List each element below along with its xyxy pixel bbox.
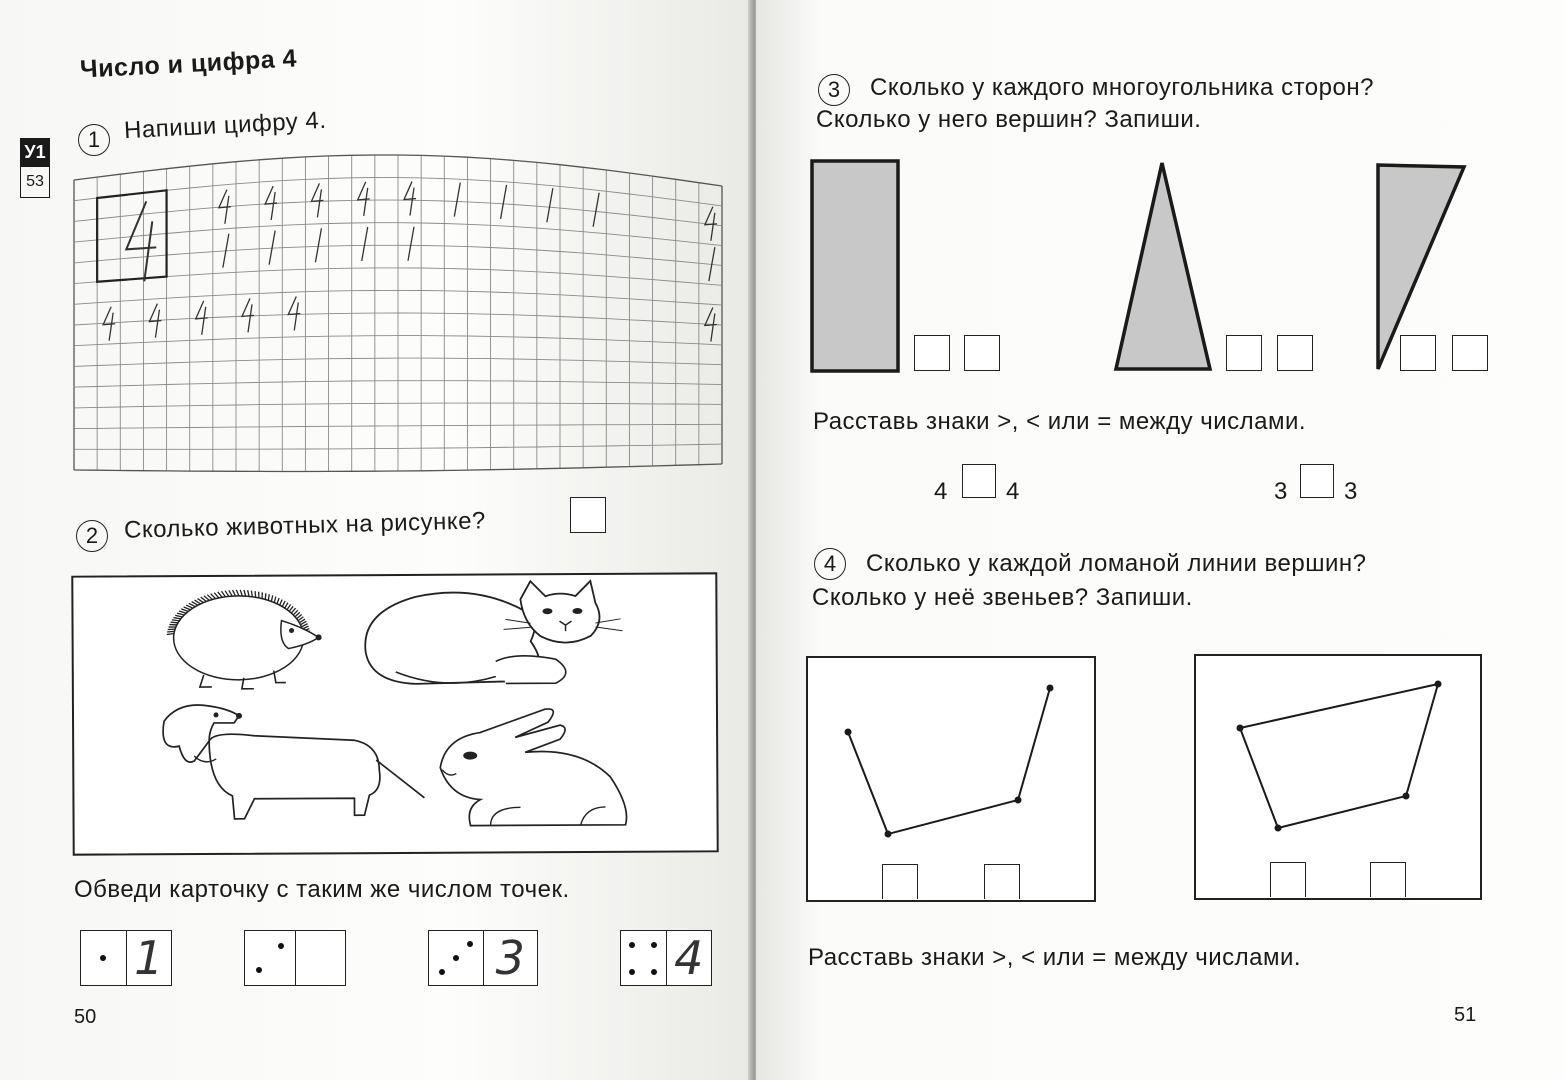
practice-digit-four	[288, 296, 300, 330]
compare1-right-a: 4	[1006, 478, 1020, 505]
dot-card-digit: 3	[495, 931, 525, 985]
page-number-right: 51	[1454, 1004, 1477, 1026]
compare1-sign-box-a[interactable]	[962, 464, 996, 498]
compare1-sign-box-b[interactable]	[1300, 464, 1334, 498]
rect-sides-box[interactable]	[914, 335, 950, 371]
side-badge	[20, 138, 50, 198]
dot	[278, 943, 284, 949]
dot	[629, 969, 635, 975]
right-page	[756, 0, 1564, 1080]
practice-digit-four	[242, 298, 254, 332]
compare1-left-a: 4	[934, 478, 948, 505]
page-title: Число и цифра 4	[79, 44, 298, 84]
dot-card[interactable]	[244, 930, 346, 986]
right-triangle-sides-box[interactable]	[1400, 335, 1436, 371]
task2-number: 2	[76, 520, 108, 552]
practice-digit-four	[103, 307, 115, 341]
practice-digit-four	[404, 182, 416, 216]
task2-text: Сколько животных на рисунке?	[123, 507, 487, 544]
compare-instruction-2: Расставь знаки >, < или = между числами.	[808, 944, 1302, 971]
dot	[629, 942, 635, 948]
hedgehog-icon	[163, 582, 324, 693]
compare1-left-b: 3	[1274, 478, 1288, 505]
dot	[256, 967, 262, 973]
triangle-shape	[1116, 163, 1210, 369]
polyline1-vertices-box[interactable]	[882, 864, 918, 899]
task1-text: Напиши цифру 4.	[123, 106, 328, 145]
dot-card-digit: 4	[674, 931, 704, 985]
practice-digit-four	[265, 186, 277, 220]
closed-polyline	[1196, 656, 1480, 898]
practice-stroke	[269, 231, 275, 265]
polyline2-vertices-box[interactable]	[1270, 862, 1306, 897]
dot-card-dots	[245, 931, 296, 985]
cards-instruction: Обведи карточку с таким же числом точек.	[74, 876, 570, 903]
dachshund-icon	[154, 700, 435, 831]
task3-number: 3	[818, 74, 850, 106]
writing-grid[interactable]	[70, 150, 726, 476]
polyline2-links-box[interactable]	[1370, 862, 1406, 897]
dot-card-dots	[621, 931, 667, 985]
practice-stroke	[315, 228, 321, 262]
polyline-frame-1	[806, 656, 1096, 902]
dot-card-digit: 1	[134, 931, 164, 985]
side-badge-top: У1	[20, 138, 50, 166]
dot-card-dots	[81, 931, 127, 985]
dot-card-dots	[429, 931, 484, 985]
rectangle-shape	[812, 161, 898, 371]
rect-vertices-box[interactable]	[964, 335, 1000, 371]
dot	[439, 969, 445, 975]
dot-card-digit	[296, 931, 346, 985]
compare1-right-b: 3	[1344, 478, 1358, 505]
practice-stroke	[408, 227, 414, 261]
practice-digit-four	[311, 183, 323, 217]
task4-number: 4	[814, 548, 846, 580]
practice-digit-four	[358, 182, 370, 216]
open-polyline	[808, 658, 1094, 900]
rabbit-icon	[430, 707, 641, 838]
dot	[651, 969, 657, 975]
polygons-row	[806, 155, 1496, 380]
compare-instruction-1: Расставь знаки >, < или = между числами.	[813, 408, 1307, 435]
animal-count-box[interactable]	[570, 497, 606, 533]
triangle-vertices-box[interactable]	[1277, 335, 1313, 371]
right-triangle-vertices-box[interactable]	[1452, 335, 1488, 371]
task3-text-line1: Сколько у каждого многоугольника сторон?	[870, 74, 1374, 101]
left-page	[0, 0, 752, 1080]
dot-card[interactable]	[80, 930, 172, 986]
page-number-left: 50	[74, 1006, 97, 1028]
practice-stroke	[593, 193, 599, 227]
triangle-sides-box[interactable]	[1226, 335, 1262, 371]
polyline1-links-box[interactable]	[984, 864, 1020, 899]
dot	[100, 955, 106, 961]
practice-stroke	[454, 183, 460, 217]
dot-card[interactable]	[620, 930, 712, 986]
task4-text-line1: Сколько у каждой ломаной линии вершин?	[866, 550, 1367, 577]
dot	[467, 941, 473, 947]
dot	[453, 955, 459, 961]
task3-text-line2: Сколько у него вершин? Запиши.	[816, 106, 1202, 133]
practice-stroke	[547, 188, 553, 222]
side-badge-bottom: 53	[20, 166, 50, 198]
dot	[651, 942, 657, 948]
dot-card[interactable]	[428, 930, 538, 986]
cat-icon	[355, 581, 626, 702]
practice-stroke	[501, 185, 507, 219]
task1-number: 1	[78, 124, 110, 156]
practice-stroke	[362, 227, 368, 261]
polyline-frame-2	[1194, 654, 1482, 900]
animals-picture	[71, 572, 718, 855]
task4-text-line2: Сколько у неё звеньев? Запиши.	[812, 584, 1193, 611]
